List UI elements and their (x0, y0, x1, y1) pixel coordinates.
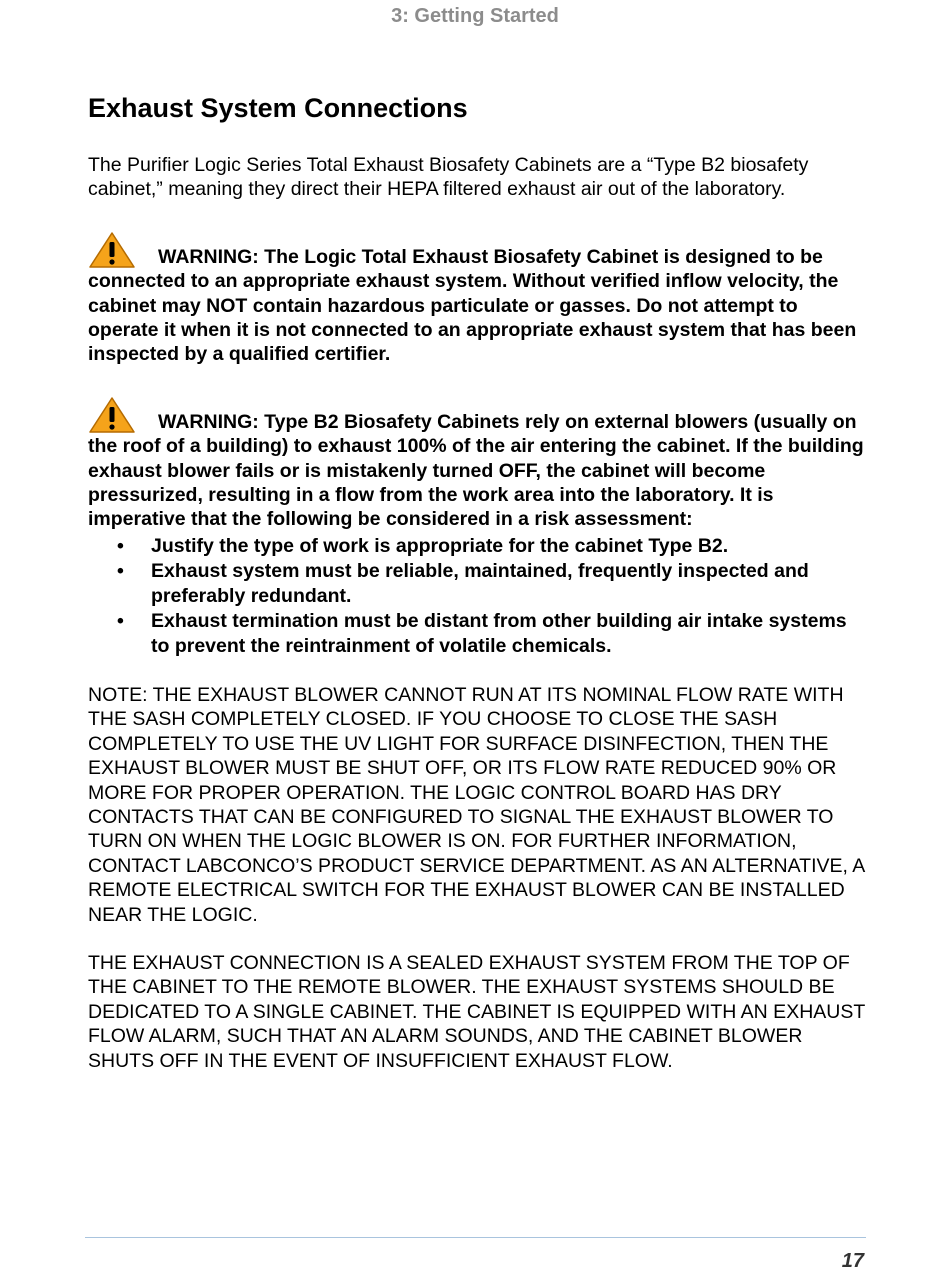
list-item: • Justify the type of work is appropriate for the cabinet Type B2. (117, 534, 729, 557)
warning-block-2 (88, 396, 868, 532)
note-paragraph: NOTE: THE EXHAUST BLOWER CANNOT RUN AT ITS NOMINAL FLOW RATE WITH THE SASH COMPLETELY CLOSED. IF YOU CHOOSE TO CLOSE THE SASH COMPLETELY TO USE THE UV LIGHT FOR SURFACE DISINFECTION, THEN THE EXHAUST BLOWER MUST BE SHUT OFF, OR ITS FLOW RATE REDUCED 90% OR MORE FOR PROPER OPERATION. THE LOGIC CONTROL BOARD HAS DRY CONTACTS THAT CAN BE CONFIGURED TO SIGNAL THE EXHAUST BLOWER TO TURN ON WHEN THE LOGIC BLOWER IS ON. FOR FURTHER INFORMATION, CONTACT LABCONCO’S PRODUCT SERVICE DEPARTMENT. AS AN ALTERNATIVE, A REMOTE ELECTRICAL SWITCH FOR THE EXHAUST BLOWER CAN BE INSTALLED NEAR THE LOGIC. (88, 683, 865, 926)
bullet-icon: • (117, 534, 124, 557)
intro-paragraph: The Purifier Logic Series Total Exhaust Biosafety Cabinets are a “Type B2 biosafety cabinet,” meaning they direct their HEPA filtered exhaust air out of the laboratory. (88, 154, 809, 201)
exhaust-connection-paragraph: THE EXHAUST CONNECTION IS A SEALED EXHAUST SYSTEM FROM THE TOP OF THE CABINET TO THE REMOTE BLOWER. THE EXHAUST SYSTEMS SHOULD BE DEDICATED TO A SINGLE CABINET. THE CABINET IS EQUIPPED WITH AN EXHAUST FLOW ALARM, SUCH THAT AN ALARM SOUNDS, AND THE CABINET BLOWER SHUTS OFF IN THE EVENT OF INSUFFICIENT EXHAUST FLOW. (88, 951, 865, 1072)
warning-triangle-icon (88, 231, 136, 269)
bullet-icon: • (117, 560, 124, 583)
footer-rule (85, 1237, 866, 1238)
list-item: • Exhaust system must be reliable, maintained, frequently inspected and preferably redundant. (117, 560, 809, 607)
page-content (88, 92, 868, 1073)
warning-text-1: WARNING: The Logic Total Exhaust Biosafety Cabinet is designed to be connected to an appropriate exhaust system. Without verified inflow velocity, the cabinet may NOT contain hazardous particulate or gasses. Do not attempt to operate it when it is not connected to an appropriate exhaust system that has been inspected by a qualified certifier. (88, 245, 857, 366)
risk-assessment-list (88, 534, 868, 658)
warning-text-2: WARNING: Type B2 Biosafety Cabinets rely on external blowers (usually on the roof of a building) to exhaust 100% of the air entering the cabinet. If the building exhaust blower fails or is mistakenly turned OFF, the cabinet will become pressurized, resulting in a flow from the work area into the laboratory. It is imperative that the following be considered in a risk assessment: (88, 410, 864, 531)
bullet-icon: • (117, 610, 124, 633)
warning-triangle-icon (88, 396, 136, 434)
warning-block-1 (88, 231, 868, 367)
list-item: • Exhaust termination must be distant from other building air intake systems to prevent the reintrainment of volatile chemicals. (117, 610, 847, 657)
chapter-header: 3: Getting Started (391, 5, 559, 27)
page-number: 17 (841, 1250, 864, 1272)
section-title: Exhaust System Connections (88, 93, 468, 123)
